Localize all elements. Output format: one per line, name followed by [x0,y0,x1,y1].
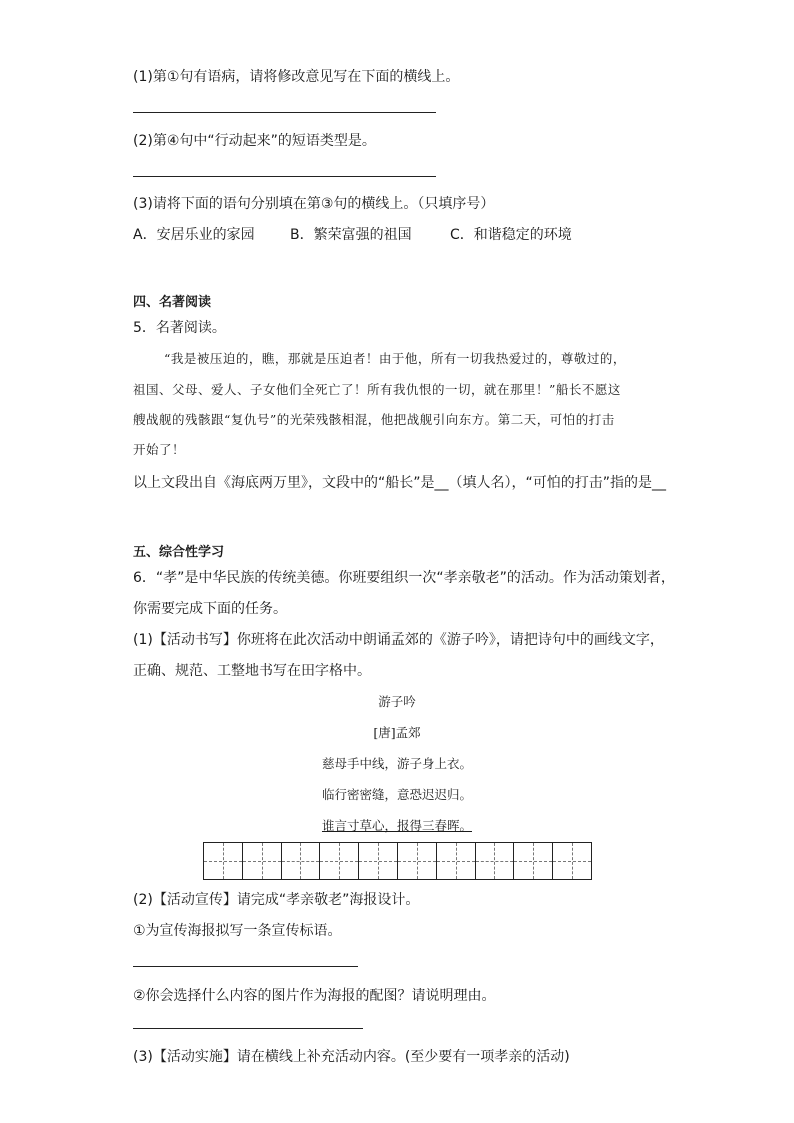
image-reason-answer-line[interactable] [133,1028,363,1029]
quote-line-2: 祖国、父母、爱人、子女他们全死亡了！所有我仇恨的一切，就在那里！”船长不愿这 [133,382,621,397]
q4-sub2-text: (2)第④句中“行动起来”的短语类型是。 [133,133,376,149]
section4-heading: 四、名著阅读 [133,295,212,310]
q6-sub3-text: (3)【活动实施】请在横线上补充活动内容。(至少要有一项孝亲的活动) [133,1049,570,1065]
q6-sub2-b-text: ②你会选择什么内容的图片作为海报的配图？请说明理由。 [133,988,496,1004]
poem-title: 游子吟 [378,694,416,709]
tianzige-cell[interactable] [437,843,476,879]
poem-line-3-underlined: 谁言寸草心，报得三春晖。 [321,818,472,833]
quote-line-1: “我是被压迫的，瞧，那就是压迫者！由于他，所有一切我热爱过的，尊敬过的， [164,351,626,366]
tianzige-cell[interactable] [553,843,591,879]
q4-option-b: B．繁荣富强的祖国 [290,227,412,243]
quote-line-3: 艘战舰的残骸跟“复仇号”的光荣残骸相混，他把战舰引向东方。第二天，可怕的打击 [133,412,615,427]
tianzige-cell[interactable] [398,843,437,879]
q6-line-1: 6．“孝”是中华民族的传统美德。你班要组织一次“孝亲敬老”的活动。作为活动策划者， [133,570,675,586]
q5-question: 以上文段出自《海底两万里》，文段中的“船长”是__（填人名），“可怕的打击”指的是__ [133,475,667,491]
q6-sub2-a-text: ①为宣传海报拟写一条宣传标语。 [133,923,342,939]
q6-line-2: 你需要完成下面的任务。 [133,601,287,617]
tianzige-cell[interactable] [514,843,553,879]
q5-title: 5．名著阅读。 [133,320,226,336]
tianzige-cell[interactable] [204,843,243,879]
poem-author: [唐]孟郊 [373,725,421,740]
q4-option-c: C．和谐稳定的环境 [450,227,572,243]
q6-sub2-text: (2)【活动宣传】请完成“孝亲敬老”海报设计。 [133,892,420,908]
tianzige-cell[interactable] [320,843,359,879]
q4-sub1-answer-line[interactable] [133,112,436,113]
tianzige-cell[interactable] [476,843,515,879]
tianzige-grid[interactable] [203,842,592,880]
section5-heading: 五、综合性学习 [133,545,225,560]
q4-option-a: A．安居乐业的家园 [133,227,255,243]
tianzige-cell[interactable] [243,843,282,879]
poem-line-3 [0,816,794,834]
slogan-answer-line[interactable] [133,966,358,967]
q4-sub3-text: (3)请将下面的语句分别填在第③句的横线上。（只填序号） [133,196,495,212]
q4-sub2-answer-line[interactable] [133,176,436,177]
q6-sub1-line-1: (1)【活动书写】你班将在此次活动中朗诵孟郊的《游子吟》，请把诗句中的画线文字， [133,632,664,648]
q6-sub1-line-2: 正确、规范、工整地书写在田字格中。 [133,663,371,679]
poem-line-2: 临行密密缝，意恐迟迟归。 [321,787,472,802]
tianzige-cell[interactable] [282,843,321,879]
q4-sub1-text: (1)第①句有语病，请将修改意见写在下面的横线上。 [133,69,460,85]
quote-line-4: 开始了！ [133,442,186,457]
tianzige-cell[interactable] [359,843,398,879]
poem-line-1: 慈母手中线，游子身上衣。 [321,756,472,771]
